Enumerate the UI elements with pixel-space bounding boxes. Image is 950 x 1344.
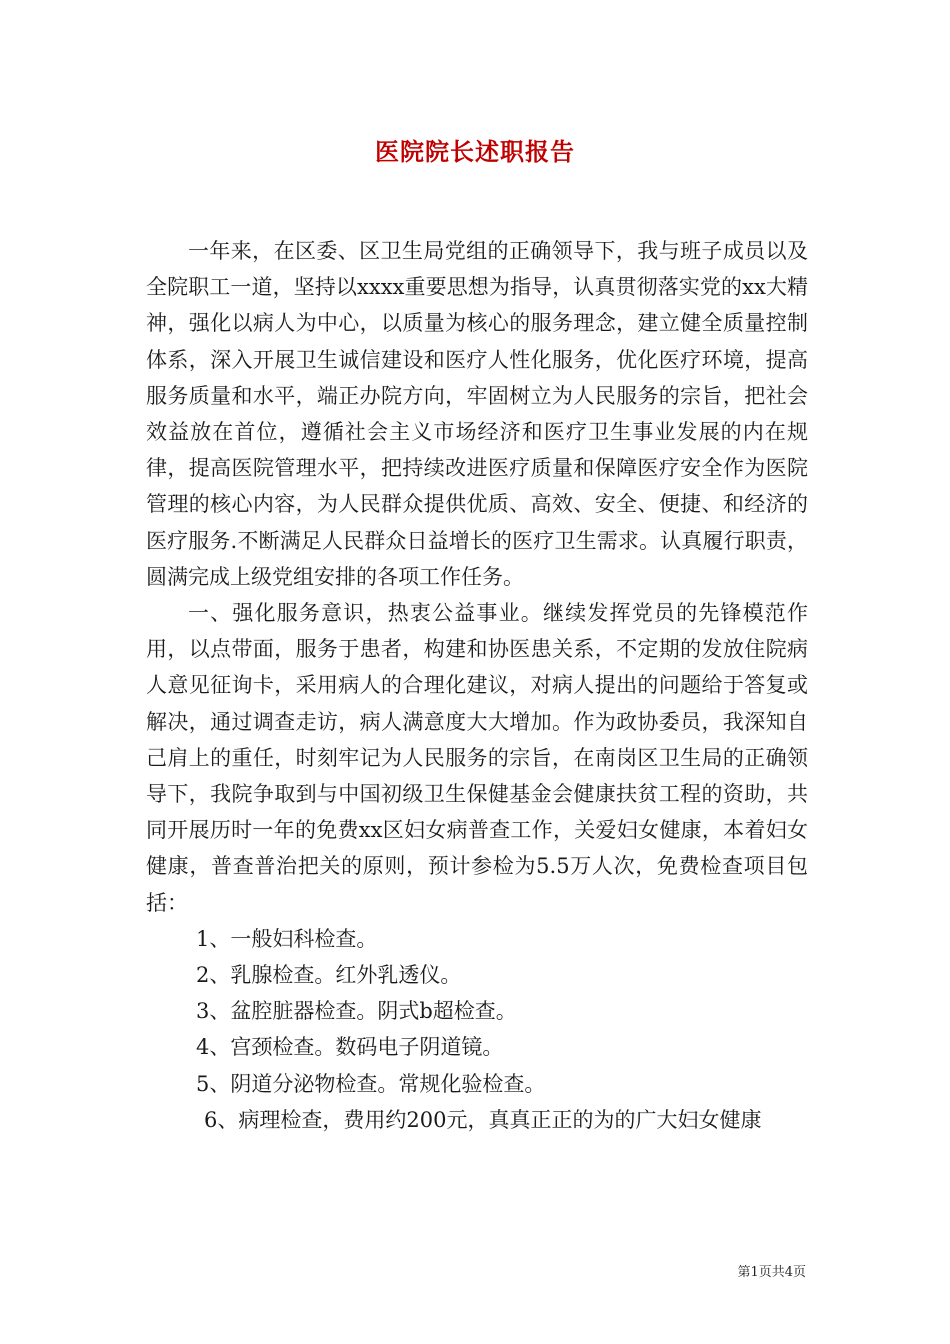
intro-paragraph: 一年来，在区委、区卫生局党组的正确领导下，我与班子成员以及全院职工一道，坚持以xxxx重要思想为指导，认真贯彻落实党的xx大精神，强化以病人为中心，以质量为核心的服务理念，建立健全质量控制体系，深入开展卫生诚信建设和医疗人性化服务，优化医疗环境，提高服务质量和水平，端正办院方向，牢固树立为人民服务的宗旨，把社会效益放在首位，遵循社会主义市场经济和医疗卫生事业发展的内在规律，提高医院管理水平，把持续改进医疗质量和保障医疗安全作为医院管理的核心内容，为人民群众提供优质、高效、安全、便捷、和经济的医疗服务.不断满足人民群众日益增长的医疗卫生需求。认真履行职责，圆满完成上级党组安排的各项工作任务。 (146, 239, 808, 589)
list-item: 1、一般妇科检查。 (196, 926, 378, 951)
page-number: 第1页共4页 (737, 1265, 806, 1280)
list-item: 3、盆腔脏器检查。阴式b超检查。 (196, 999, 517, 1024)
document-body (146, 233, 808, 1138)
section-one-paragraph: 一、强化服务意识，热衷公益事业。继续发挥党员的先锋模范作用，以点带面，服务于患者，构建和协医患关系，不定期的发放住院病人意见征询卡，采用病人的合理化建议，对病人提出的问题给于答复或解决，通过调查走访，病人满意度大大增加。作为政协委员，我深知自己肩上的重任，时刻牢记为人民服务的宗旨，在南岗区卫生局的正确领导下，我院争取到与中国初级卫生保健基金会健康扶贫工程的资助，共同开展历时一年的免费xx区妇女病普查工作，关爱妇女健康，本着妇女健康，普查普治把关的原则，预计参检为5.5万人次，免费检查项目包括： (146, 601, 808, 915)
exam-item-list (146, 921, 808, 1138)
list-item: 2、乳腺检查。红外乳透仪。 (196, 963, 462, 988)
list-item: 6、病理检查，费用约200元，真真正正的为的广大妇女健康 (204, 1107, 762, 1132)
document-title: 医院院长述职报告 (375, 137, 575, 166)
list-item: 5、阴道分泌物检查。常规化验检查。 (196, 1071, 546, 1096)
list-item: 4、宫颈检查。数码电子阴道镜。 (196, 1035, 504, 1060)
